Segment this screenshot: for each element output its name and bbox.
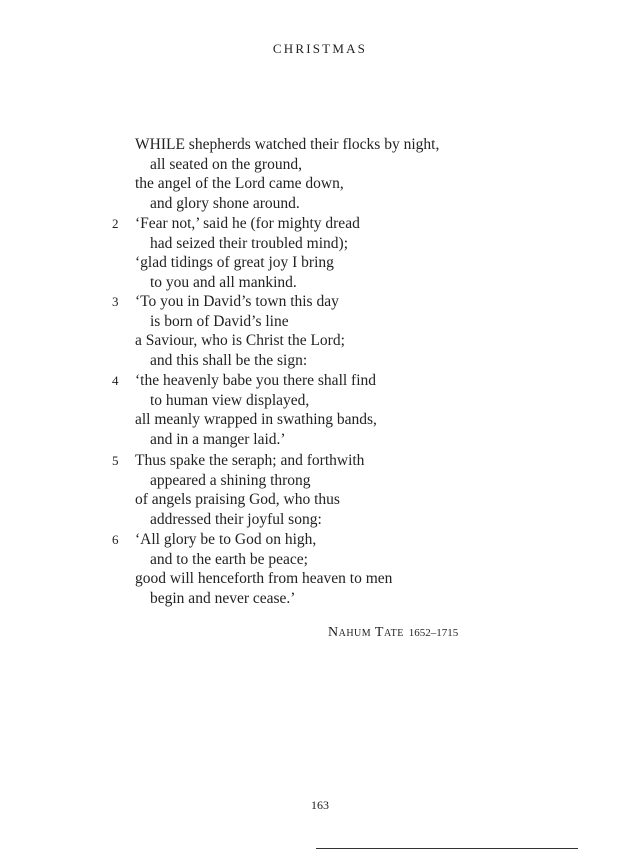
verse-line: WHILE shepherds watched their flocks by night, xyxy=(135,136,440,153)
footer-rule xyxy=(316,848,578,849)
page-number: 163 xyxy=(311,798,329,812)
verse-line: and glory shone around. xyxy=(150,194,300,212)
verse-line: had seized their troubled mind); xyxy=(150,234,348,252)
verse-line: a Saviour, who is Christ the Lord; xyxy=(135,332,345,349)
verse-line: the angel of the Lord came down, xyxy=(135,175,344,192)
verse-line: all meanly wrapped in swathing bands, xyxy=(135,411,377,428)
verse-line: Thus spake the seraph; and forthwith xyxy=(135,452,365,469)
verse-line: appeared a shining throng xyxy=(150,471,311,489)
verse-number: 6 xyxy=(112,532,119,547)
verse-number: 5 xyxy=(112,453,119,468)
verse-number: 4 xyxy=(112,373,119,388)
author-name: Nahum Tate xyxy=(328,625,404,640)
verse-line: all seated on the ground, xyxy=(150,155,302,173)
verse-line: ‘the heavenly babe you there shall find xyxy=(135,372,377,389)
verse-line: begin and never cease.’ xyxy=(150,589,296,607)
verse-line: and in a manger laid.’ xyxy=(150,430,286,448)
verse-line: ‘All glory be to God on high, xyxy=(135,531,317,548)
verse-line: ‘glad tidings of great joy I bring xyxy=(135,254,334,271)
verse-number: 2 xyxy=(112,216,119,231)
verse-line: to human view displayed, xyxy=(150,391,310,409)
author-dates: 1652–1715 xyxy=(408,627,459,639)
verse-line: ‘Fear not,’ said he (for mighty dread xyxy=(135,215,360,232)
verse-line: addressed their joyful song: xyxy=(150,510,322,528)
verse-line: ‘To you in David’s town this day xyxy=(135,293,339,310)
verse-line: to you and all mankind. xyxy=(150,273,297,291)
verse-line: and to the earth be peace; xyxy=(150,550,308,568)
verse-line: good will henceforth from heaven to men xyxy=(135,570,393,587)
verse-line: of angels praising God, who thus xyxy=(135,491,340,508)
verse-number: 3 xyxy=(112,294,119,309)
verse-line: and this shall be the sign: xyxy=(150,351,308,369)
page-header: CHRISTMAS xyxy=(272,41,368,56)
verse-line: is born of David’s line xyxy=(150,312,289,330)
author-attribution xyxy=(328,625,458,641)
